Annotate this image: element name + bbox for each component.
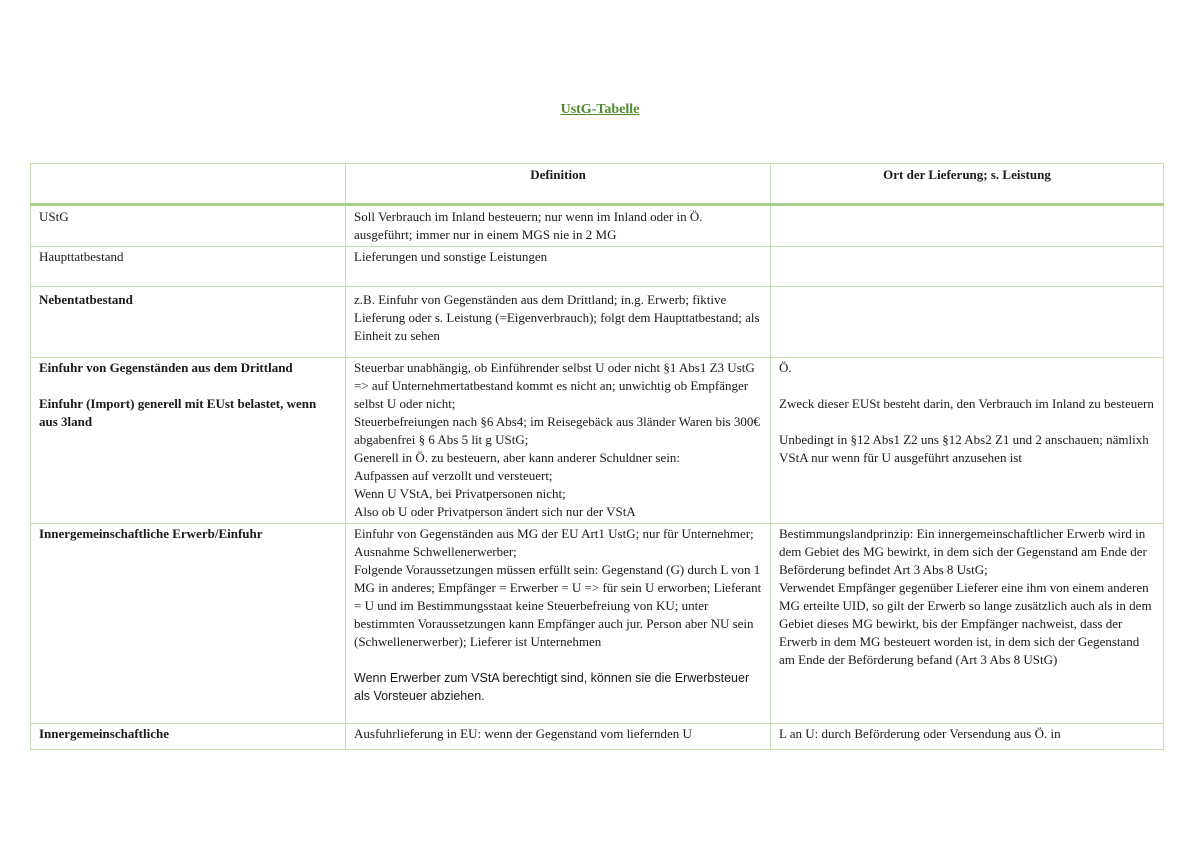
term-text: Einfuhr von Gegenständen aus dem Drittland	[39, 360, 293, 375]
definition-line: Steuerbefreiungen nach §6 Abs4; im Reisegebäck aus 3länder Waren bis 300€ abgabenfrei § 6 Abs 5 lit g UStG;	[354, 414, 760, 447]
ort-line: Bestimmungslandprinzip: Ein innergemeinschaftlicher Erwerb wird in dem Gebiet des MG bewirkt, in dem sich der Gegenstand am Ende der Beförderung befindet Art 3 Abs 8 UstG;	[779, 526, 1147, 577]
ustg-table	[30, 163, 1164, 750]
definition-note: Wenn Erwerber zum VStA berechtigt sind, können sie die Erwerbsteuer als Vorsteuer abziehen.	[354, 671, 750, 703]
ort-cell	[771, 247, 1164, 287]
table-row	[31, 287, 1164, 358]
definition-cell: Ausfuhrlieferung in EU: wenn der Gegenstand vom liefernden U	[346, 724, 771, 750]
definition-line: Aufpassen auf verzollt und versteuert;	[354, 468, 553, 483]
term-cell: Innergemeinschaftliche Erwerb/Einfuhr	[31, 524, 346, 724]
ort-cell	[771, 524, 1164, 724]
term-cell: UStG	[31, 205, 346, 247]
ort-line: Zweck dieser EUSt besteht darin, den Verbrauch im Inland zu besteuern	[779, 396, 1154, 411]
table-row	[31, 247, 1164, 287]
term-cell: Innergemeinschaftliche	[31, 724, 346, 750]
table-row	[31, 524, 1164, 724]
ort-cell: L an U: durch Beförderung oder Versendung aus Ö. in	[771, 724, 1164, 750]
term-cell	[31, 358, 346, 524]
definition-cell: z.B. Einfuhr von Gegenständen aus dem Drittland; in.g. Erwerb; fiktive Lieferung oder s. Leistung (=Eigenverbrauch); folgt dem Haupttatbestand; als Einheit zu sehen	[346, 287, 771, 358]
term-cell: Nebentatbestand	[31, 287, 346, 358]
definition-cell: Lieferungen und sonstige Leistungen	[346, 247, 771, 287]
ort-cell	[771, 287, 1164, 358]
term-subtext: Einfuhr (Import) generell mit EUst belastet, wenn aus 3land	[39, 396, 317, 429]
table-header-row	[31, 164, 1164, 205]
definition-line: Einfuhr von Gegenständen aus MG der EU Art1 UstG; nur für Unternehmer; Ausnahme Schwellenerwerber;	[354, 526, 754, 559]
table-row	[31, 358, 1164, 524]
definition-line: Folgende Voraussetzungen müssen erfüllt sein: Gegenstand (G) durch L von 1 MG in anderes; Empfänger = Erwerber = U => für sein U erworben; Lieferant = U und im Bestimmungsstaat keine Steuerbefreiung von KU; unter bestimmten Voraussetzungen kann Empfänger auch jur. Person aber NU sein (Schwellenerwerber); Lieferer ist Unternehmen	[354, 562, 762, 649]
definition-cell: Soll Verbrauch im Inland besteuern; nur wenn im Inland oder in Ö. ausgeführt; immer nur in einem MGS nie in 2 MG	[346, 205, 771, 247]
definition-cell	[346, 358, 771, 524]
definition-line: Wenn U VStA, bei Privatpersonen nicht;	[354, 486, 566, 501]
definition-line: Generell in Ö. zu besteuern, aber kann anderer Schuldner sein:	[354, 450, 680, 465]
definition-cell	[346, 524, 771, 724]
term-cell: Haupttatbestand	[31, 247, 346, 287]
page-title: UstG-Tabelle	[560, 102, 640, 117]
table-row	[31, 205, 1164, 247]
table-row	[31, 724, 1164, 750]
definition-line: Steuerbar unabhängig, ob Einführender selbst U oder nicht §1 Abs1 Z3 UstG => auf Unternehmertatbestand kommt es nicht an; unwichtig ob Empfänger selbst U oder nicht;	[354, 360, 755, 411]
header-term	[31, 164, 346, 205]
ort-line: Verwendet Empfänger gegenüber Lieferer eine ihm von einem anderen MG erteilte UID, so gilt der Erwerb so lange zusätzlich auch als in dem Gebiet dieses MG bewirkt, bis der Empfänger nachweist, dass der Erwerb in dem MG besteuert worden ist, in dem sich der Gegenstand am Ende der Beförderung befand (Art 3 Abs 8 UStG)	[779, 580, 1152, 667]
header-ort: Ort der Lieferung; s. Leistung	[771, 164, 1164, 205]
header-definition: Definition	[346, 164, 771, 205]
ort-line: Ö.	[779, 360, 792, 375]
definition-line: Also ob U oder Privatperson ändert sich nur der VStA	[354, 504, 636, 519]
ort-line: Unbedingt in §12 Abs1 Z2 uns §12 Abs2 Z1 und 2 anschauen; nämlixh VStA nur wenn für U ausgeführt anzusehen ist	[779, 432, 1149, 465]
ort-cell	[771, 358, 1164, 524]
ort-cell	[771, 205, 1164, 247]
